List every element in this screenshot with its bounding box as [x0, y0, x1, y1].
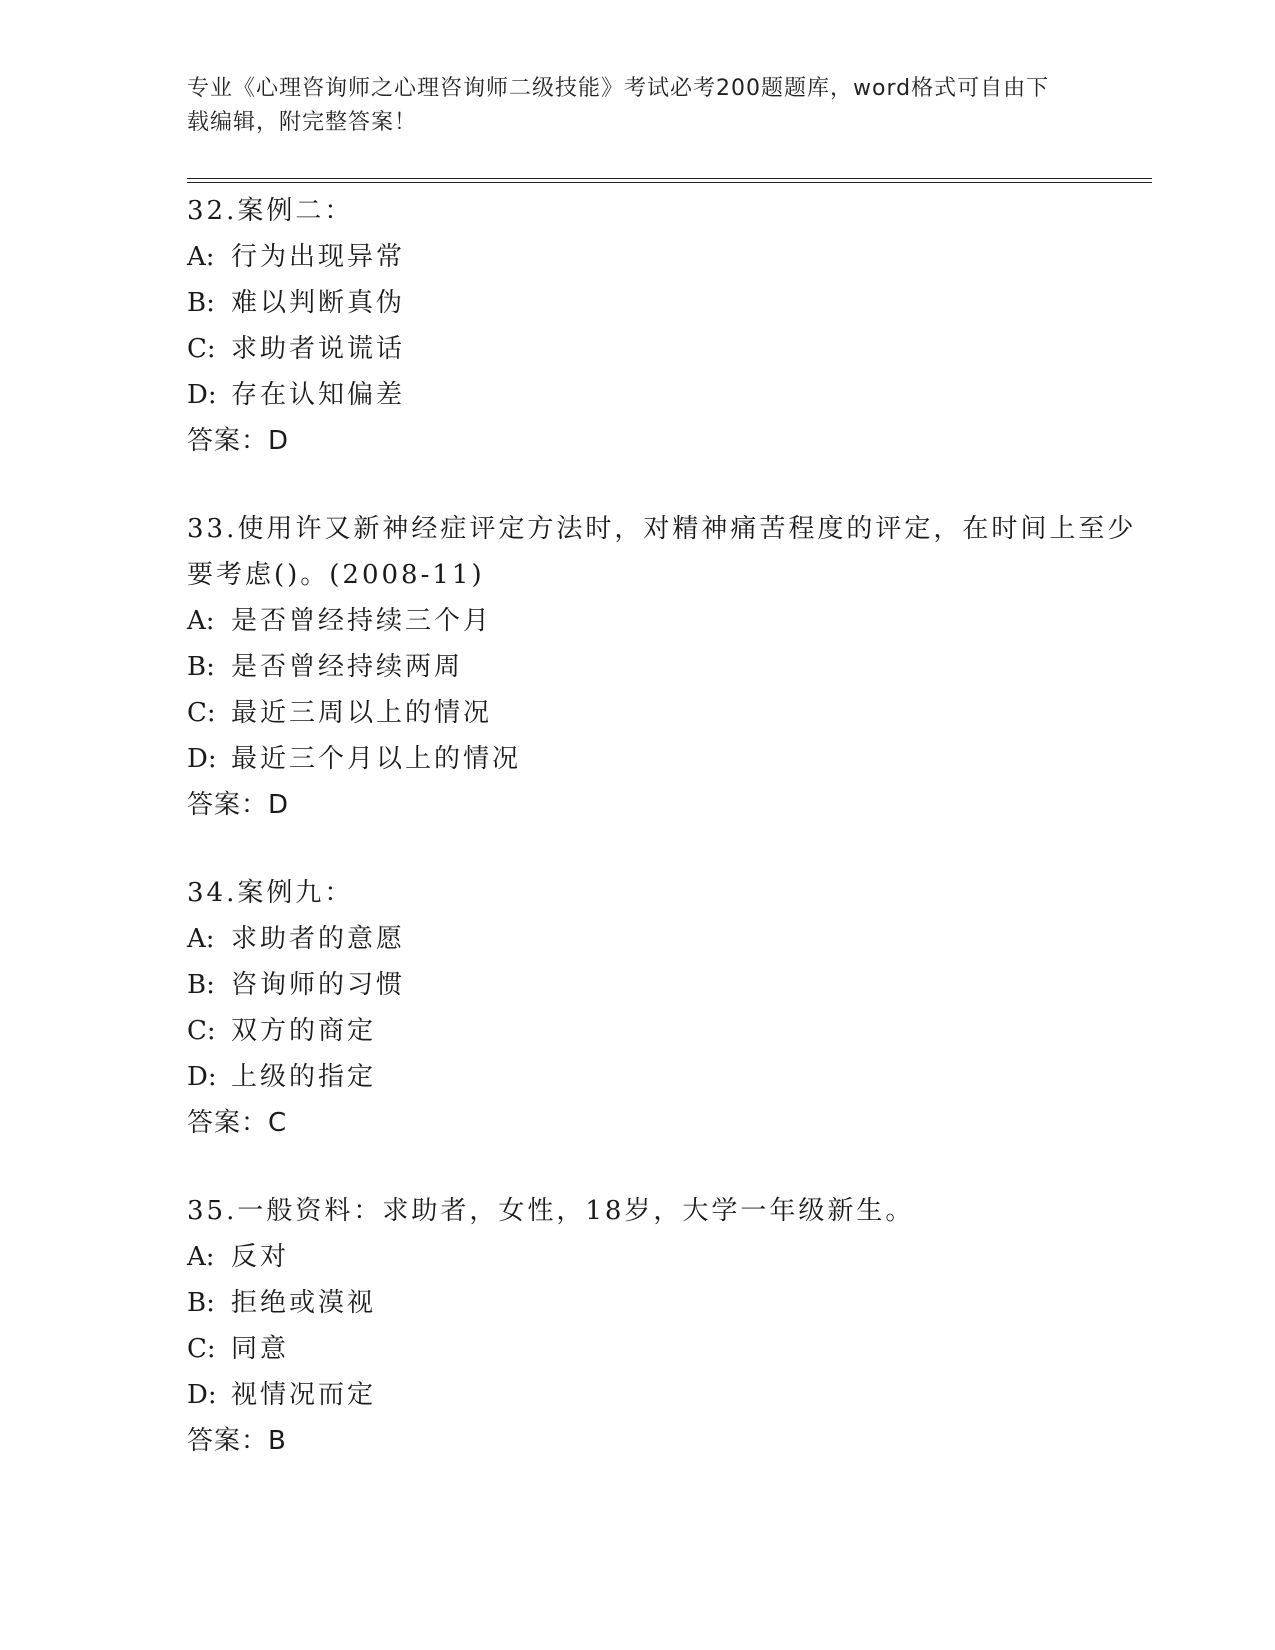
option-text: 求助者说谎话: [231, 334, 406, 364]
option-text: 是否曾经持续两周: [231, 652, 464, 682]
option-letter: C:: [187, 334, 216, 364]
option-letter: A:: [187, 924, 215, 954]
option-b: [187, 962, 1147, 1008]
option-c: [187, 1008, 1147, 1054]
option-text: 最近三周以上的情况: [231, 698, 493, 728]
question-stem: 35.一般资料：求助者，女性，18岁，大学一年级新生。: [187, 1196, 915, 1226]
option-letter: C:: [187, 698, 216, 728]
option-text: 存在认知偏差: [231, 380, 406, 410]
answer-line: 答案：D: [187, 790, 290, 820]
option-text: 行为出现异常: [231, 242, 406, 272]
option-text: 求助者的意愿: [231, 924, 406, 954]
option-letter: A:: [187, 1242, 215, 1272]
option-text: 视情况而定: [231, 1380, 377, 1410]
option-c: [187, 690, 1147, 736]
option-text: 反对: [231, 1242, 290, 1272]
option-b: [187, 644, 1147, 690]
option-a: [187, 234, 1147, 280]
option-text: 上级的指定: [231, 1062, 377, 1092]
option-b: [187, 280, 1147, 326]
option-text: 咨询师的习惯: [231, 970, 406, 1000]
option-d: [187, 372, 1147, 418]
option-c: [187, 326, 1147, 372]
option-text: 难以判断真伪: [231, 288, 406, 318]
question-list: [187, 188, 1147, 1506]
option-text: 双方的商定: [231, 1016, 377, 1046]
answer-line: 答案：B: [187, 1426, 287, 1456]
option-text: 同意: [231, 1334, 290, 1364]
option-b: [187, 1280, 1147, 1326]
option-c: [187, 1326, 1147, 1372]
option-letter: B:: [187, 970, 215, 1000]
option-a: [187, 916, 1147, 962]
question-stem: 33.使用许又新神经症评定方法时，对精神痛苦程度的评定，在时间上至少要考虑()。(2008-11): [187, 514, 1137, 590]
option-letter: C:: [187, 1016, 216, 1046]
answer-line: 答案：C: [187, 1108, 288, 1138]
option-text: 是否曾经持续三个月: [231, 606, 493, 636]
question-33: [187, 506, 1147, 828]
option-d: [187, 1054, 1147, 1100]
answer-line: 答案：D: [187, 426, 290, 456]
option-letter: B:: [187, 288, 215, 318]
option-letter: A:: [187, 606, 215, 636]
header-double-rule: [187, 178, 1152, 183]
question-34: [187, 870, 1147, 1146]
option-text: 拒绝或漠视: [231, 1288, 377, 1318]
option-letter: C:: [187, 1334, 216, 1364]
option-d: [187, 736, 1147, 782]
option-text: 最近三个月以上的情况: [231, 744, 522, 774]
option-letter: D:: [187, 1380, 217, 1410]
option-d: [187, 1372, 1147, 1418]
option-a: [187, 598, 1147, 644]
option-letter: B:: [187, 1288, 215, 1318]
option-a: [187, 1234, 1147, 1280]
option-letter: D:: [187, 744, 217, 774]
option-letter: D:: [187, 1062, 217, 1092]
question-32: [187, 188, 1147, 464]
question-35: [187, 1188, 1147, 1464]
option-letter: B:: [187, 652, 215, 682]
question-stem: 32.案例二：: [187, 196, 354, 226]
option-letter: A:: [187, 242, 215, 272]
document-header: 专业《心理咨询师之心理咨询师二级技能》考试必考200题题库，word格式可自由下载编辑，附完整答案！: [187, 76, 1050, 135]
option-letter: D:: [187, 380, 217, 410]
question-stem: 34.案例九：: [187, 878, 354, 908]
